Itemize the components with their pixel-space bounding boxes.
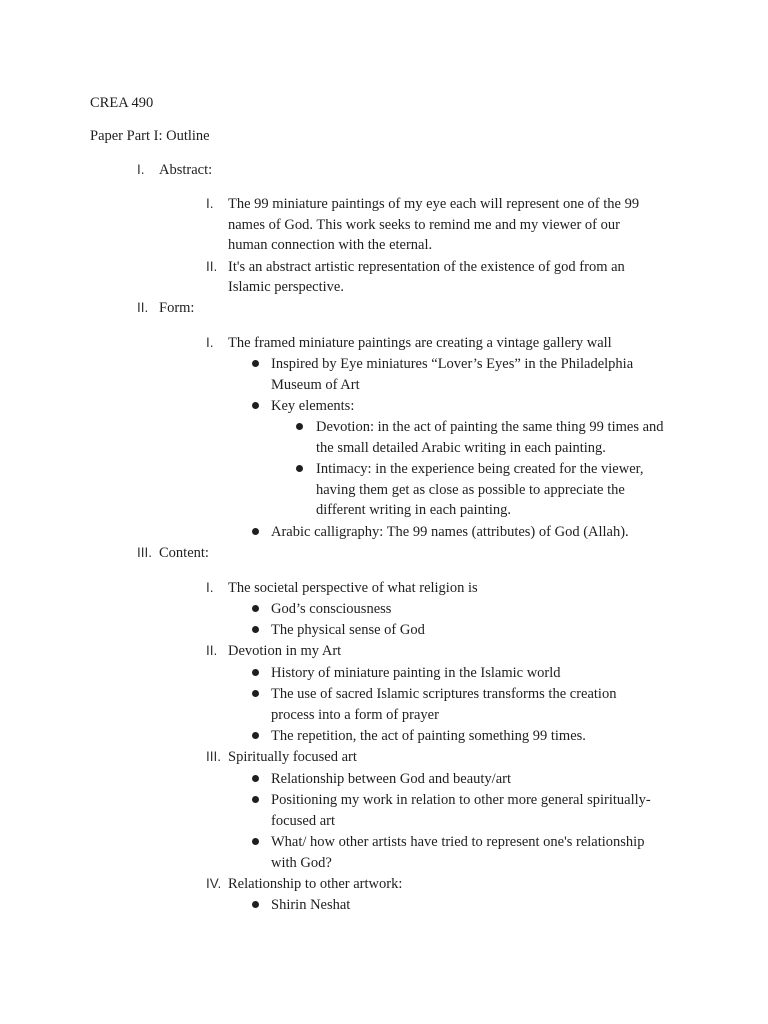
section-numeral: III. — [137, 545, 153, 560]
sub-bullet-text-line: having them get as close as possible to appreciate the — [316, 482, 625, 498]
item-numeral: II. — [206, 259, 218, 274]
item-text-line: names of God. This work seeks to remind me and my viewer of our — [228, 217, 620, 233]
bullet-icon — [252, 796, 259, 803]
item-numeral: I. — [206, 580, 214, 595]
item-numeral: I. — [206, 196, 214, 211]
section-numeral: II. — [137, 300, 149, 315]
section-heading: Content: — [159, 545, 209, 561]
item-numeral: II. — [206, 643, 218, 658]
bullet-icon — [252, 690, 259, 697]
item-text-line: The 99 miniature paintings of my eye each will represent one of the 99 — [228, 196, 640, 212]
bullet-text-line: History of miniature painting in the Islamic world — [271, 665, 561, 681]
bullet-icon — [252, 732, 259, 739]
bullet-icon — [296, 465, 303, 472]
document-subtitle: Paper Part I: Outline — [90, 128, 210, 144]
item-numeral: I. — [206, 335, 214, 350]
bullet-text-line: with God? — [271, 855, 332, 871]
bullet-text-line: The use of sacred Islamic scriptures transforms the creation — [271, 686, 617, 702]
item-text-line: Relationship to other artwork: — [228, 876, 403, 892]
bullet-text-line: Museum of Art — [271, 377, 360, 393]
item-text-line: It's an abstract artistic representation of the existence of god from an — [228, 259, 625, 275]
bullet-icon — [252, 402, 259, 409]
bullet-text-line: What/ how other artists have tried to represent one's relationship — [271, 834, 645, 850]
bullet-icon — [252, 528, 259, 535]
bullet-icon — [252, 360, 259, 367]
item-text-line: Islamic perspective. — [228, 279, 344, 295]
bullet-text-line: focused art — [271, 813, 336, 829]
item-numeral: III. — [206, 749, 222, 764]
section-heading: Abstract: — [159, 162, 213, 178]
bullet-icon — [296, 423, 303, 430]
bullet-icon — [252, 605, 259, 612]
section-heading: Form: — [159, 300, 195, 316]
bullet-icon — [252, 775, 259, 782]
item-text-line: The framed miniature paintings are creating a vintage gallery wall — [228, 335, 612, 351]
sub-bullet-text-line: different writing in each painting. — [316, 502, 512, 518]
bullet-text-line: Positioning my work in relation to other more general spiritually- — [271, 792, 651, 808]
bullet-text-line: God’s consciousness — [271, 601, 392, 617]
item-text-line: The societal perspective of what religion is — [228, 580, 478, 596]
section-numeral: I. — [137, 162, 145, 177]
bullet-text-line: Arabic calligraphy: The 99 names (attributes) of God (Allah). — [271, 524, 629, 540]
course-title: CREA 490 — [90, 95, 154, 111]
item-text-line: Spiritually focused art — [228, 749, 357, 765]
bullet-text-line: The repetition, the act of painting something 99 times. — [271, 728, 586, 744]
bullet-icon — [252, 626, 259, 633]
bullet-icon — [252, 838, 259, 845]
sub-bullet-text-line: Devotion: in the act of painting the same thing 99 times and — [316, 419, 664, 435]
bullet-text-line: The physical sense of God — [271, 622, 425, 638]
bullet-text-line: Inspired by Eye miniatures “Lover’s Eyes” in the Philadelphia — [271, 356, 634, 372]
bullet-icon — [252, 901, 259, 908]
sub-bullet-text-line: Intimacy: in the experience being created for the viewer, — [316, 461, 644, 477]
bullet-text-line: Shirin Neshat — [271, 897, 351, 913]
item-text-line: Devotion in my Art — [228, 643, 342, 659]
item-text-line: human connection with the eternal. — [228, 237, 433, 253]
bullet-text-line: Relationship between God and beauty/art — [271, 771, 511, 787]
bullet-text-line: Key elements: — [271, 398, 355, 414]
bullet-text-line: process into a form of prayer — [271, 707, 439, 723]
bullet-icon — [252, 669, 259, 676]
item-numeral: IV. — [206, 876, 222, 891]
sub-bullet-text-line: the small detailed Arabic writing in each painting. — [316, 440, 606, 456]
